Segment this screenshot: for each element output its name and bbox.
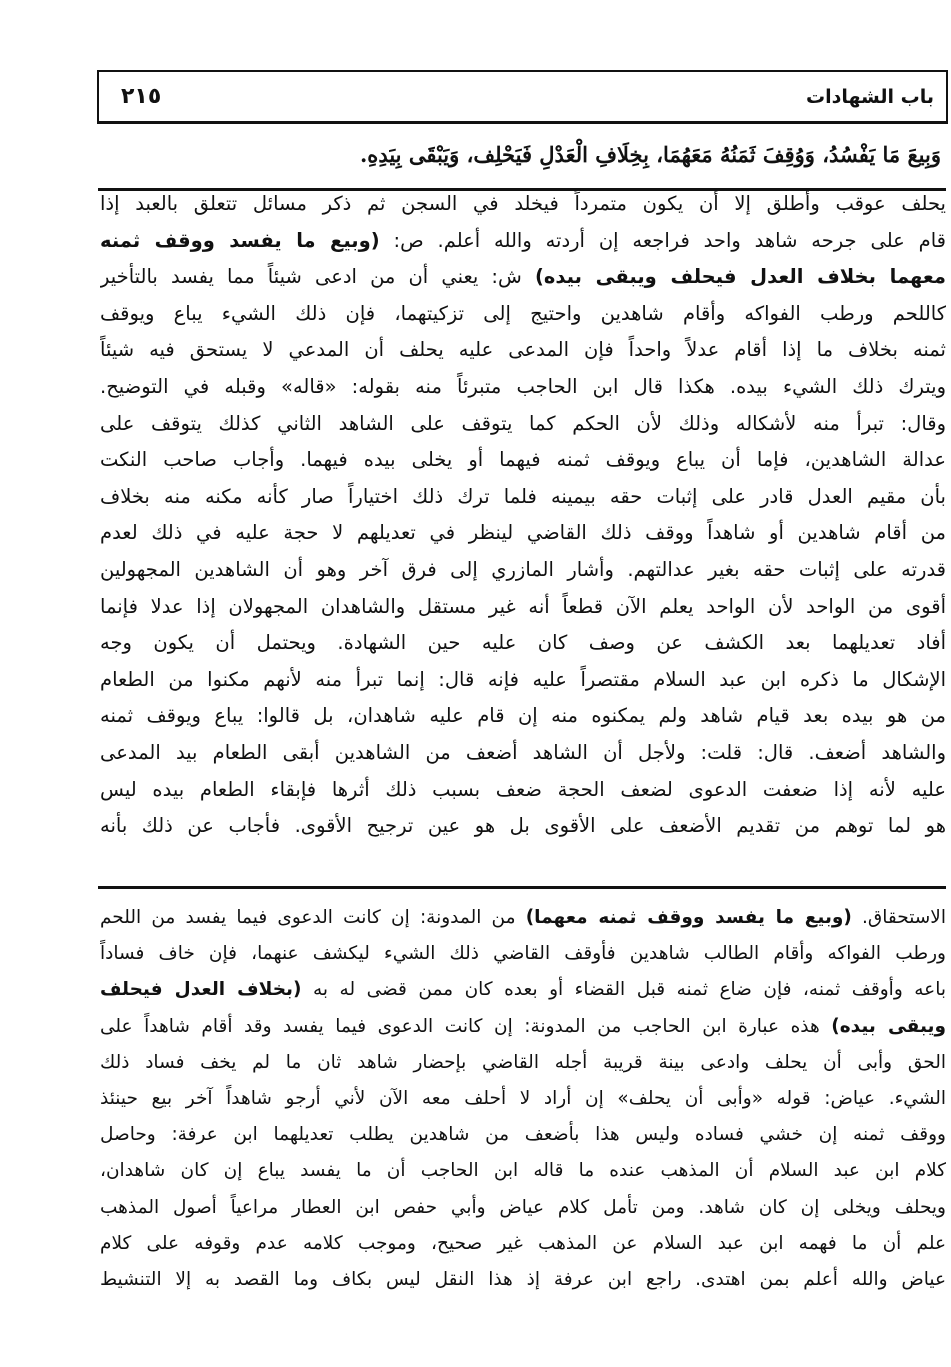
text-segment: ووقف ثمنه إن خشي فساده وليس هذا بأضعف من شاهدين يطلب تعديلهما ابن عرفة: وحاصل	[100, 1124, 946, 1146]
footnote-line	[100, 972, 946, 1008]
bold-quote-text: (بخلاف العدل فيحلف	[100, 979, 302, 1001]
text-segment: هذه عبارة ابن الحاجب من المدونة: إن كانت الدعوى فيما يفسد وقد أقام شاهداً على	[100, 1015, 832, 1037]
matn-text: وَبِيعَ مَا يَفْسُدُ، وَوُقِفَ ثَمَنُهُ مَعَهُمَا، بِخِلَافِ الْعَدْلِ فَيَحْلِف، وَيَبْقَى بِيَدِهِ.	[360, 142, 941, 167]
body-line	[100, 552, 946, 589]
body-line	[100, 662, 946, 699]
body-line	[100, 369, 946, 406]
commentary-body	[100, 186, 946, 845]
text-segment: أقوى من الواحد لأن الواحد يعلم الآن قطعاً أنه غير مستقل والشاهدان المجهولان إذا عدلا فإنما	[100, 594, 946, 618]
text-segment: ويترك ذلك الشيء بيده. هكذا قال ابن الحاجب متبرئاً منه بقوله: «قاله» وقبله في التوضيح.	[100, 374, 946, 398]
footnote-line	[100, 1117, 946, 1153]
text-segment: كاللحم ورطب الفواكه وأقام شاهدين واحتيج إلى تزكيتهما، فإن ذلك الشيء يباع ويوقف	[100, 301, 946, 325]
body-line	[100, 406, 946, 443]
footnote-line	[100, 1153, 946, 1189]
text-segment: الشيء. عياض: قوله «وأبى أن يحلف» إن أراد لا أحلف معه الآن لأني أرجو شاهداً آخر بيع حينئذ	[100, 1087, 946, 1109]
running-header	[97, 70, 948, 124]
text-segment: عياض والله أعلم بمن اهتدى. راجع ابن عرفة إذ هذا النقل ليس بكاف وما القصد به إلا التنشيط	[100, 1268, 946, 1290]
body-line	[100, 479, 946, 516]
footnote-line	[100, 1045, 946, 1081]
body-line	[100, 589, 946, 626]
footnote-divider	[98, 886, 946, 889]
text-segment: علم أن ما فهمه ابن عبد السلام عن المذهب غير صحيح، وموجب كلامه عدم وقوفه على كلام	[100, 1232, 946, 1254]
body-line	[100, 442, 946, 479]
footnote-line	[100, 1262, 946, 1298]
footnote-line	[100, 936, 946, 972]
text-segment: ش: يعني أن من ادعى شيئاً مما يفسد بالتأخير	[100, 265, 535, 289]
text-segment: بأن مقيم العدل قادر على إثبات حقه بيمينه فلما ترك ذلك اختياراً صار كأنه مكنه منه بخلاف	[100, 484, 946, 508]
page-number: ٢١٥	[121, 84, 162, 109]
body-line	[100, 625, 946, 662]
body-line	[100, 259, 946, 296]
text-segment: كلام ابن عبد السلام أن المذهب عنده ما قاله ابن الحاجب أن ما يفسد يباع إن كان شاهدان،	[100, 1160, 946, 1182]
text-segment: عليه لأنه إذا ضعفت الدعوى لضعف الحجة ضعف بسبب ذلك أثرها فإبقاء الطعام بيده ليس	[100, 777, 946, 801]
text-segment: عدالة الشاهدين، فإما أن يباع ويوقف ثمنه فيهما أو يخلى بيده فيهما. وأجاب صاحب النكت	[100, 448, 946, 472]
body-line	[100, 772, 946, 809]
text-segment: هو لما توهم من تقديم الأضعف على الأقوى بل هو عين ترجيح الأقوى. فأجاب عن ذلك بأنه	[100, 814, 946, 838]
footnote-line	[100, 1226, 946, 1262]
text-segment: من أقام شاهدين أو شاهداً ووقف ذلك القاضي لينظر في تعديلهم لا حجة عليه في ذلك لعدم	[100, 521, 946, 545]
footnote-line	[100, 1081, 946, 1117]
text-segment: والشاهد أضعف. قال: قلت: ولأجل أن الشاهد أضعف من الشاهدين أبقى الطعام بيد المدعى	[100, 740, 946, 764]
text-segment: قام على جرحه شاهد واحد فراجعه إن أردته والله أعلم. ص:	[379, 228, 946, 252]
body-line	[100, 698, 946, 735]
text-segment: الإشكال ما ذكره ابن عبد السلام مقتصراً عليه فإنه قال: إنما تبرأ منه لأنهم مكنوا من الطعام	[100, 667, 946, 691]
body-line	[100, 515, 946, 552]
body-line	[100, 332, 946, 369]
body-line	[100, 808, 946, 845]
text-segment: ورطب الفواكه وأقام الطالب شاهدين فأوقف القاضي ذلك الشيء ليكشف عنهما، فإن خاف فساداً	[100, 943, 946, 965]
footnote-line	[100, 1009, 946, 1045]
text-segment: باعه وأوقف ثمنه، فإن ضاع ثمنه قبل القضاء أو بعده كان ممن قضى له به	[301, 979, 946, 1001]
chapter-title: باب الشهادات	[806, 86, 934, 108]
bold-quote-text: (وبيع ما يفسد ووقف ثمنه معهما)	[525, 907, 852, 928]
bold-quote-text: ويبقى بيده)	[831, 1015, 946, 1037]
body-line	[100, 296, 946, 333]
body-line	[100, 735, 946, 772]
footnote-line	[100, 900, 946, 936]
text-segment: من هو بيده بعد قيام شاهد ولم يمكنوه منه إن قام عليه شاهدان، بل قالوا: يباع ويوقف ثمنه	[100, 704, 946, 728]
footnote-line	[100, 1190, 946, 1226]
body-line	[100, 186, 946, 223]
text-segment: من المدونة: إن كانت الدعوى فيما يفسد من اللحم	[100, 907, 526, 928]
bold-quote-text: معهما بخلاف العدل فيحلف ويبقى بيده)	[534, 265, 946, 289]
body-line	[100, 223, 946, 260]
text-segment: الاستحقاق.	[851, 907, 946, 928]
text-segment: يحلف عوقب وأطلق إلا أن يكون متمرداً فيخلد في السجن ثم ذكر مسائل تتعلق بالعبد إذا	[100, 192, 946, 215]
text-segment: ويحلف ويخلى إن كان شاهد. ومن تأمل كلام عياض وأبي حفص ابن العطار مراعياً أصول المذهب	[100, 1196, 946, 1218]
text-segment: قدرته على إثبات حقه بغير عدالتهم. وأشار المازري إلى فرق آخر وهو أن الشاهدين المجهولين	[100, 557, 946, 581]
text-segment: وقال: تبرأ منه لأشكاله وذلك لأن الحكم كما يتوقف على الشاهد الثاني كذلك يتوقف على	[100, 411, 946, 435]
text-segment: الحق وأبى أن يحلف وادعى بينة قريبة أجله القاضي بإحضار شاهد ثان ما لم يخف فساد ذلك	[100, 1051, 946, 1073]
bold-quote-text: (وبيع ما يفسد ووقف ثمنه	[100, 228, 380, 252]
footnotes	[100, 900, 946, 1298]
text-segment: أفاد تعديلهما بعد الكشف عن وصف كان عليه حين الشهادة. ويحتمل أن يكون وجه	[100, 631, 946, 655]
text-segment: ثمنه بخلاف ما إذا أقام عدلاً واحداً فإن المدعى عليه يحلف أن المدعي لا يستحق فيه شيئاً	[100, 338, 946, 362]
